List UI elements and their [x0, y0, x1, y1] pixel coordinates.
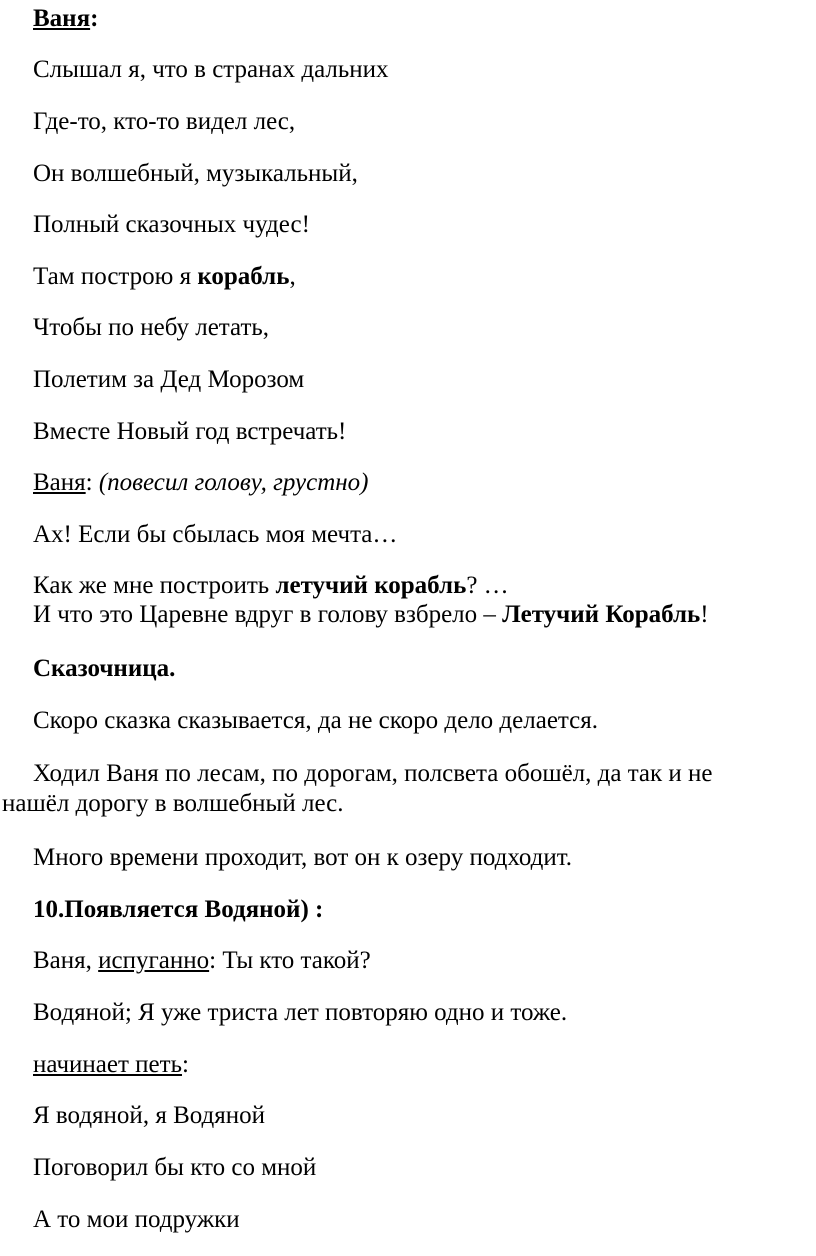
- verse-line: Полный сказочных чудес!: [33, 211, 310, 238]
- verse-line: Вместе Новый год встречать!: [33, 418, 347, 445]
- speaker-name: Ваня: [33, 469, 86, 496]
- verse-line: Полетим за Дед Морозом: [33, 366, 305, 393]
- emphasis-word: Летучий Корабль: [502, 601, 701, 628]
- dialogue-line: Водяной; Я уже триста лет повторяю одно и тоже.: [33, 999, 568, 1026]
- dialogue-line: И что это Царевне вдруг в голову взбрело – Летучий Корабль!: [33, 601, 709, 628]
- narration-line: Ходил Ваня по лесам, по дорогам, полсвета обошёл, да так и не: [33, 760, 713, 787]
- dialogue-line: Ваня, испуганно: Ты кто такой?: [33, 947, 371, 974]
- stage-direction-line: Ваня: (повесил голову, грустно): [33, 469, 369, 496]
- stage-direction: начинает петь: [33, 1051, 182, 1078]
- speaker-name: Ваня: [33, 5, 91, 32]
- song-line: Я водяной, я Водяной: [33, 1102, 265, 1129]
- verse-line: Чтобы по небу летать,: [33, 314, 270, 341]
- song-line: А то мои подружки: [33, 1206, 240, 1233]
- emphasis-word: летучий корабль: [275, 572, 467, 599]
- stage-direction-line: начинает петь:: [33, 1051, 189, 1078]
- narration-line: Скоро сказка сказывается, да не скоро дело делается.: [33, 707, 598, 734]
- dialogue-line: Как же мне построить летучий корабль? …: [33, 572, 509, 599]
- narration-line: Много времени проходит, вот он к озеру подходит.: [33, 844, 573, 871]
- verse-line: Он волшебный, музыкальный,: [33, 160, 358, 187]
- section-heading-narrator: Сказочница.: [33, 655, 176, 682]
- stage-direction: (повесил голову, грустно): [98, 469, 369, 496]
- speaker-line-vanya: Ваня:: [33, 5, 99, 32]
- emphasis-word: корабль: [197, 263, 290, 290]
- verse-line: Где-то, кто-то видел лес,: [33, 108, 296, 135]
- song-line: Поговорил бы кто со мной: [33, 1154, 317, 1181]
- stage-direction: испуганно: [98, 947, 210, 974]
- dialogue-line: Ах! Если бы сбылась моя мечта…: [33, 521, 398, 548]
- verse-line: Слышал я, что в странах дальних: [33, 56, 389, 83]
- verse-line-ship: Там построю я корабль,: [33, 263, 296, 290]
- narration-line: нашёл дорогу в волшебный лес.: [2, 790, 344, 817]
- section-heading-scene: 10.Появляется Водяной) :: [33, 896, 324, 923]
